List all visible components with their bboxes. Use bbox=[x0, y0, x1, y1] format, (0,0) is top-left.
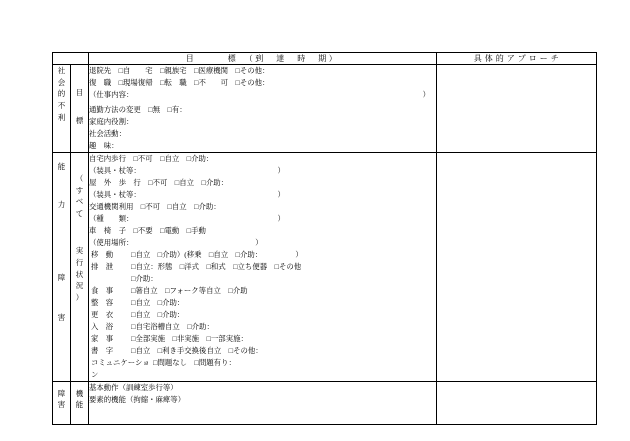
adl-row-bathing[interactable] bbox=[89, 321, 436, 333]
ability-line-device-1[interactable]: （装具・杖等： ） bbox=[89, 165, 285, 175]
section-sublabel-ability: （ す べ て 実 行 状 況 ） bbox=[71, 152, 89, 381]
impairment-content bbox=[89, 381, 437, 424]
impairment-approach-cell[interactable] bbox=[437, 381, 597, 424]
ability-line-wheelchair-place[interactable]: （使用場所： ） bbox=[89, 237, 263, 247]
adl-row-toileting-assist[interactable] bbox=[89, 273, 436, 285]
ability-content bbox=[89, 152, 437, 381]
adl-label-eating: 食 事 bbox=[91, 285, 114, 295]
section-row-social bbox=[53, 65, 597, 153]
adl-text-writing: □自立 □利き手交換後自立 □その他： bbox=[131, 345, 263, 355]
adl-label-grooming: 整 容 bbox=[91, 297, 114, 307]
impairment-line-elemental-function[interactable]: 要素的機能（拘縮・麻痺等） bbox=[89, 394, 186, 404]
social-line-social-activity[interactable]: 社会活動： bbox=[89, 128, 126, 138]
adl-text-mobility: □自立 □介助）(移乗 □自立 □介助： ） bbox=[131, 249, 303, 259]
section-row-ability bbox=[53, 152, 597, 381]
adl-row-communication[interactable] bbox=[89, 357, 436, 381]
adl-label-bathing: 入 浴 bbox=[91, 321, 114, 331]
header-blank-cell bbox=[53, 53, 89, 65]
adl-text-housework: □全部実施 □非実施 □一部実施： bbox=[131, 333, 248, 343]
table-header-row bbox=[53, 53, 597, 65]
adl-text-eating: □箸自立 □フォーク等自立 □介助 bbox=[131, 285, 248, 295]
adl-label-writing: 書 字 bbox=[91, 345, 114, 355]
adl-label-communication: コミュニケーション bbox=[91, 357, 150, 379]
ability-line-wheelchair[interactable]: 車 椅 子 □不要 □電動 □手動 bbox=[89, 225, 206, 235]
adl-text-dressing: □自立 □介助： bbox=[131, 309, 185, 319]
adl-text-bathing: □自宅浴槽自立 □介助： bbox=[131, 321, 214, 331]
social-approach-cell[interactable] bbox=[437, 65, 597, 153]
adl-label-housework: 家 事 bbox=[91, 333, 114, 343]
section-sublabel-goal: 目 標 bbox=[71, 65, 89, 153]
header-goal-cell: 目 標 （到 達 時 期） bbox=[89, 53, 437, 65]
social-goal-content bbox=[89, 65, 437, 153]
adl-row-grooming[interactable] bbox=[89, 297, 436, 309]
adl-row-dressing[interactable] bbox=[89, 309, 436, 321]
rehabilitation-goal-form bbox=[52, 52, 597, 425]
social-line-commute[interactable]: 通勤方法の変更 □無 □有： bbox=[89, 104, 187, 114]
adl-row-mobility[interactable] bbox=[89, 249, 436, 261]
adl-row-toileting[interactable] bbox=[89, 261, 436, 273]
adl-row-eating[interactable] bbox=[89, 285, 436, 297]
adl-row-writing[interactable] bbox=[89, 345, 436, 357]
adl-text-communication: □問題なし □問題有り： bbox=[153, 357, 236, 367]
social-line-work[interactable]: 復 職 □現場復帰 □転 職 □不 可 □その他： bbox=[89, 77, 270, 87]
ability-line-indoor-walk[interactable]: 自宅内歩行 □不可 □自立 □介助： bbox=[89, 153, 214, 163]
ability-line-device-2[interactable]: （装具・杖等： ） bbox=[89, 189, 285, 199]
adl-label-dressing: 更 衣 bbox=[91, 309, 114, 319]
adl-text-toileting: □自立：形態 □洋式 □和式 □立ち便器 □その他 bbox=[131, 261, 302, 271]
ability-line-outdoor-walk[interactable]: 屋 外 歩 行 □不可 □自立 □介助： bbox=[89, 177, 229, 187]
social-line-family-role[interactable]: 家庭内役割： bbox=[89, 116, 134, 126]
social-line-hobby[interactable]: 趣 味： bbox=[89, 140, 119, 150]
header-approach-cell: 具 体 的 ア プ ロ ー チ bbox=[437, 53, 597, 65]
social-line-work-detail[interactable]: （仕事内容： ） bbox=[89, 89, 430, 99]
social-line-discharge[interactable]: 退院先 □自 宅 □親族宅 □医療機関 □その他： bbox=[89, 66, 270, 75]
section-label-ability: 能 力 障 害 bbox=[53, 152, 71, 381]
ability-line-transport-type[interactable]: （種 類： ） bbox=[89, 213, 285, 223]
impairment-line-basic-motion[interactable]: 基本動作（訓練室歩行等） bbox=[89, 382, 178, 392]
section-row-impairment bbox=[53, 381, 597, 424]
section-label-impairment: 障 害 bbox=[53, 381, 71, 424]
adl-label-mobility: 移 動 bbox=[91, 249, 114, 259]
ability-approach-cell[interactable] bbox=[437, 152, 597, 381]
adl-text-grooming: □自立 □介助： bbox=[131, 297, 185, 307]
adl-label-toileting: 排 泄 bbox=[91, 261, 114, 271]
adl-text-toileting-assist: □介助： bbox=[131, 273, 158, 283]
section-sublabel-impairment: 機 能 bbox=[71, 381, 89, 424]
ability-line-transport[interactable]: 交通機関利用 □不可 □自立 □介助： bbox=[89, 201, 221, 211]
section-label-social: 社 会 的 不 利 bbox=[53, 65, 71, 153]
adl-label-blank bbox=[89, 273, 131, 285]
adl-row-housework[interactable] bbox=[89, 333, 436, 345]
